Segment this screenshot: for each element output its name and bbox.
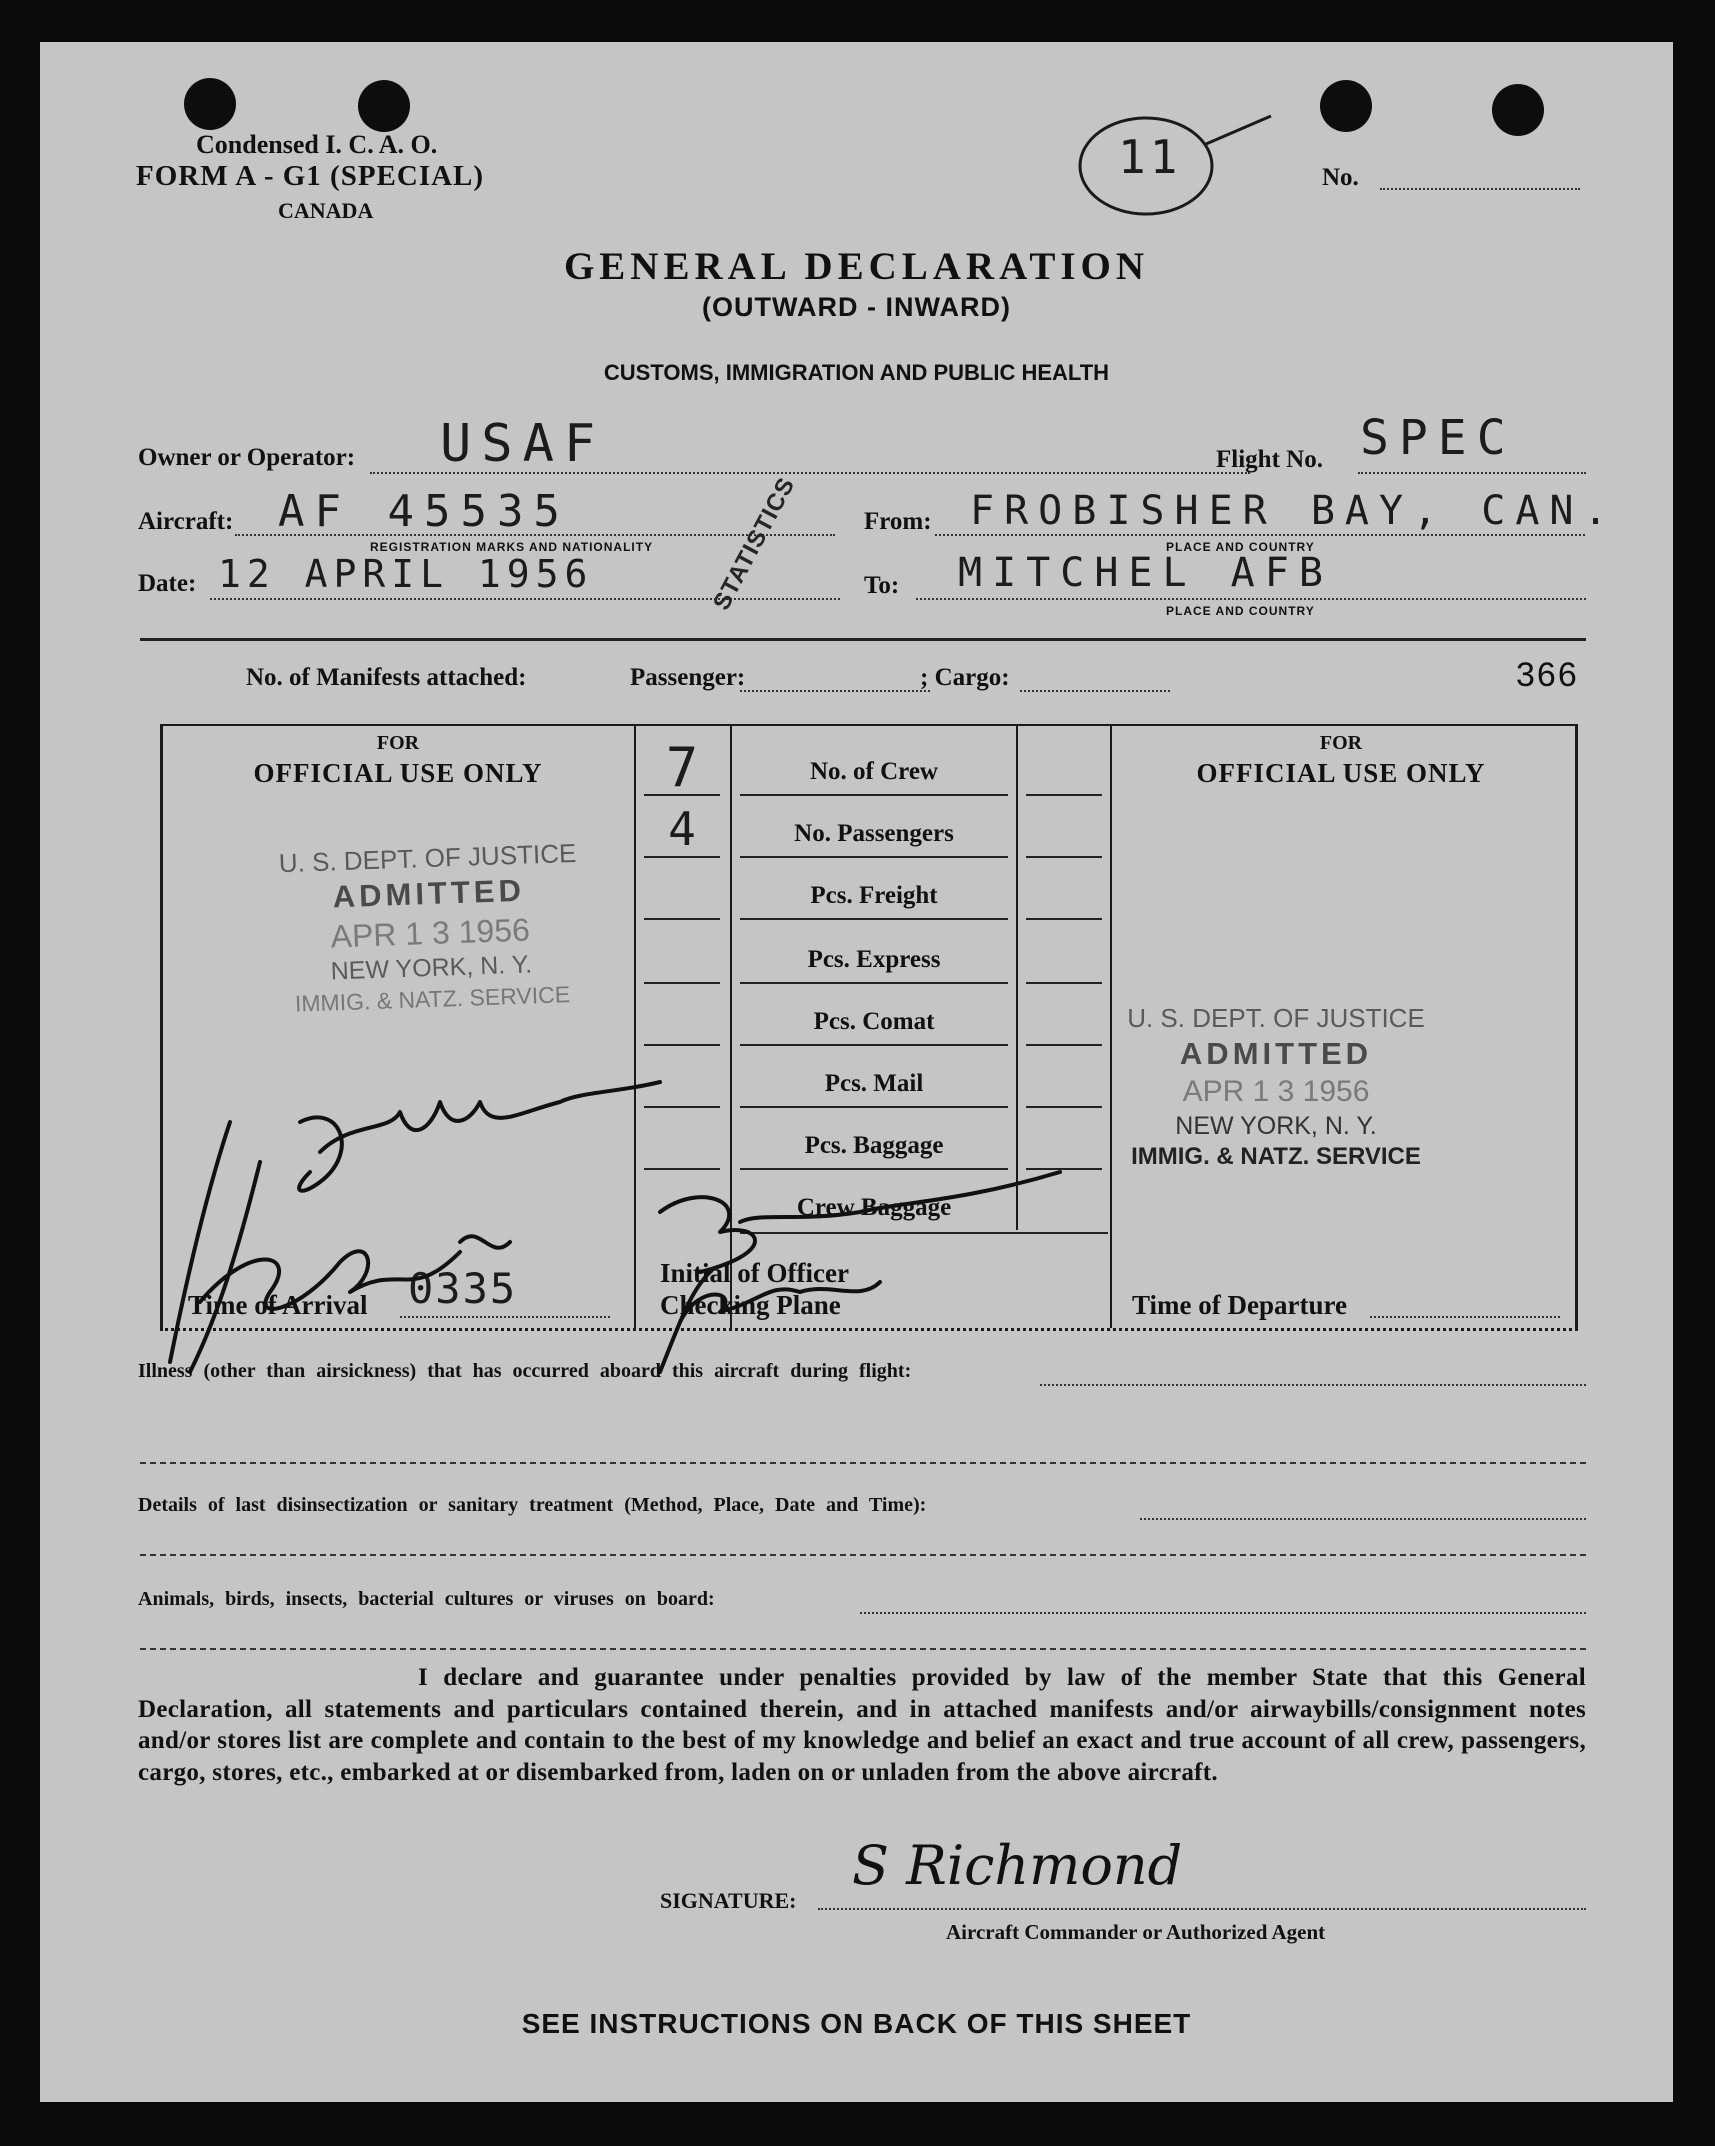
row-rule: [740, 982, 1008, 984]
row-rule: [740, 794, 1008, 796]
stamp-admitted: ADMITTED: [1179, 1035, 1373, 1071]
instructions-footer: SEE INSTRUCTIONS ON BACK OF THIS SHEET: [521, 2008, 1192, 2039]
disinsect-label: Details of last disinsectization or sanitary treatment (Method, Place, Date and Time):: [138, 1494, 927, 1516]
row-rule: [644, 794, 720, 796]
owner-value[interactable]: USAF: [440, 414, 606, 474]
aircraft-label: Aircraft:: [138, 508, 234, 535]
signature-value[interactable]: S Richmond: [852, 1834, 1183, 1897]
time-departure-line: [1370, 1316, 1560, 1318]
flight-line: [1358, 472, 1586, 474]
flight-label: Flight No.: [1216, 446, 1323, 473]
cargo-label: ; Cargo:: [920, 664, 1010, 691]
crew-count-value[interactable]: 7: [665, 736, 699, 799]
to-line: [916, 598, 1586, 600]
illness-label: Illness (other than airsickness) that has occurred aboard this aircraft during flight:: [138, 1360, 912, 1382]
passenger-line: [740, 690, 930, 692]
date-value[interactable]: 12 APRIL 1956: [218, 552, 594, 596]
row-rule: [644, 856, 720, 858]
declaration-text: I declare and guarantee under penalties provided by law of the member State that this General Declaration, all statements and particulars contained therein, and in attached manifests and/or airwaybills/consignment notes and/or stores list are complete and contain to the best of my knowledge and belief an exact and true account of all crew, passengers, cargo, stores, etc., embarked at or disembarked from, laden on or unladen from the above aircraft.: [138, 1664, 1586, 1786]
row-rule: [740, 1044, 1008, 1046]
animals-label: Animals, birds, insects, bacterial cultures or viruses on board:: [138, 1588, 715, 1610]
row-rule: [740, 918, 1008, 920]
right-header: OFFICIAL USE ONLY: [1196, 758, 1486, 788]
immigration-stamp-right: [1126, 1002, 1426, 1172]
row-label-passengers: No. Passengers: [794, 820, 954, 847]
illness-rule: [140, 1462, 1586, 1464]
form-sheet: [40, 42, 1673, 2102]
row-label-freight: Pcs. Freight: [810, 882, 938, 909]
stamp-line: U. S. DEPT. OF JUSTICE: [278, 837, 577, 879]
row-label-baggage: Pcs. Baggage: [804, 1132, 944, 1159]
page-number-handwritten: 11: [1118, 130, 1182, 184]
checking-plane-label: Checking Plane: [660, 1290, 841, 1320]
page-subtitle: (OUTWARD - INWARD): [702, 292, 1011, 322]
from-line: [935, 534, 1585, 536]
disinsect-rule: [140, 1554, 1586, 1556]
document-number: 366: [1516, 656, 1579, 694]
statistics-stamp: STATISTICS: [708, 472, 801, 615]
from-caption: PLACE AND COUNTRY: [1166, 540, 1315, 554]
date-line: [210, 598, 840, 600]
form-header-line2: FORM A - G1 (SPECIAL): [136, 160, 485, 192]
to-label: To:: [864, 572, 900, 599]
punch-hole-icon: [358, 80, 410, 132]
stamp-line: IMMIG. & NATZ. SERVICE: [294, 980, 571, 1017]
form-header-line1: Condensed I. C. A. O.: [196, 130, 438, 159]
to-caption: PLACE AND COUNTRY: [1166, 604, 1315, 618]
row-rule: [1026, 982, 1102, 984]
row-label-express: Pcs. Express: [807, 946, 941, 973]
passenger-label: Passenger:: [630, 664, 746, 691]
row-rule: [740, 856, 1008, 858]
owner-line: [370, 472, 1250, 474]
no-field-line: [1380, 188, 1580, 190]
no-label: No.: [1322, 164, 1359, 191]
passenger-count-value[interactable]: 4: [668, 802, 696, 856]
left-header: OFFICIAL USE ONLY: [253, 758, 543, 788]
row-rule: [1026, 856, 1102, 858]
stamp-date: APR 1 3 1956: [1182, 1075, 1370, 1109]
signature-line: [818, 1908, 1586, 1910]
stamp-line: IMMIG. & NATZ. SERVICE: [1131, 1143, 1421, 1170]
from-value[interactable]: FROBISHER BAY, CAN.: [970, 488, 1618, 534]
row-label-mail: Pcs. Mail: [824, 1070, 924, 1097]
date-label: Date:: [138, 570, 197, 597]
row-label-crew: No. of Crew: [810, 758, 938, 785]
row-rule: [644, 918, 720, 920]
stamp-line: U. S. DEPT. OF JUSTICE: [1127, 1003, 1425, 1033]
stamp-admitted: ADMITTED: [332, 872, 526, 914]
left-header-small: FOR: [376, 732, 420, 754]
immigration-stamp-left: [247, 836, 613, 1020]
form-header-line3: CANADA: [278, 198, 374, 223]
time-departure-label: Time of Departure: [1132, 1290, 1347, 1320]
aircraft-caption: REGISTRATION MARKS AND NATIONALITY: [370, 540, 654, 554]
row-rule: [1026, 918, 1102, 920]
punch-hole-icon: [1492, 84, 1544, 136]
signature-label: SIGNATURE:: [660, 1888, 797, 1913]
disinsect-line: [1140, 1518, 1586, 1520]
row-label-crew-baggage: Crew Baggage: [796, 1194, 952, 1221]
row-rule: [644, 1044, 720, 1046]
owner-label: Owner or Operator:: [138, 444, 356, 471]
right-header-small: FOR: [1319, 732, 1363, 754]
from-label: From:: [864, 508, 932, 535]
row-rule: [644, 982, 720, 984]
initial-officer-label: Initial of Officer: [660, 1258, 849, 1288]
row-label-comat: Pcs. Comat: [813, 1008, 935, 1035]
illness-line: [1040, 1384, 1586, 1386]
page-title: GENERAL DECLARATION: [563, 245, 1150, 288]
time-arrival-value[interactable]: 0335: [408, 1264, 518, 1313]
stamp-line: NEW YORK, N. Y.: [1175, 1111, 1377, 1140]
stamp-line: NEW YORK, N. Y.: [330, 950, 533, 986]
table-divider: [1110, 724, 1112, 1328]
header-separator: [140, 638, 1586, 641]
handwritten-initials-icon: [100, 1062, 1100, 1392]
stamp-date: APR 1 3 1956: [330, 911, 531, 955]
time-arrival-label: Time of Arrival: [188, 1290, 368, 1320]
row-rule: [1026, 794, 1102, 796]
row-rule: [1026, 1044, 1102, 1046]
to-value[interactable]: MITCHEL AFB: [958, 550, 1333, 596]
animals-line: [860, 1612, 1586, 1614]
punch-hole-icon: [184, 78, 236, 130]
manifests-label: No. of Manifests attached:: [246, 664, 527, 691]
signature-caption: Aircraft Commander or Authorized Agent: [946, 1920, 1326, 1944]
flight-value[interactable]: SPEC: [1360, 410, 1516, 466]
animals-rule: [140, 1648, 1586, 1650]
aircraft-value[interactable]: AF 45535: [278, 486, 570, 537]
punch-hole-icon: [1320, 80, 1372, 132]
cargo-line: [1020, 690, 1170, 692]
department-line: CUSTOMS, IMMIGRATION AND PUBLIC HEALTH: [603, 360, 1110, 385]
